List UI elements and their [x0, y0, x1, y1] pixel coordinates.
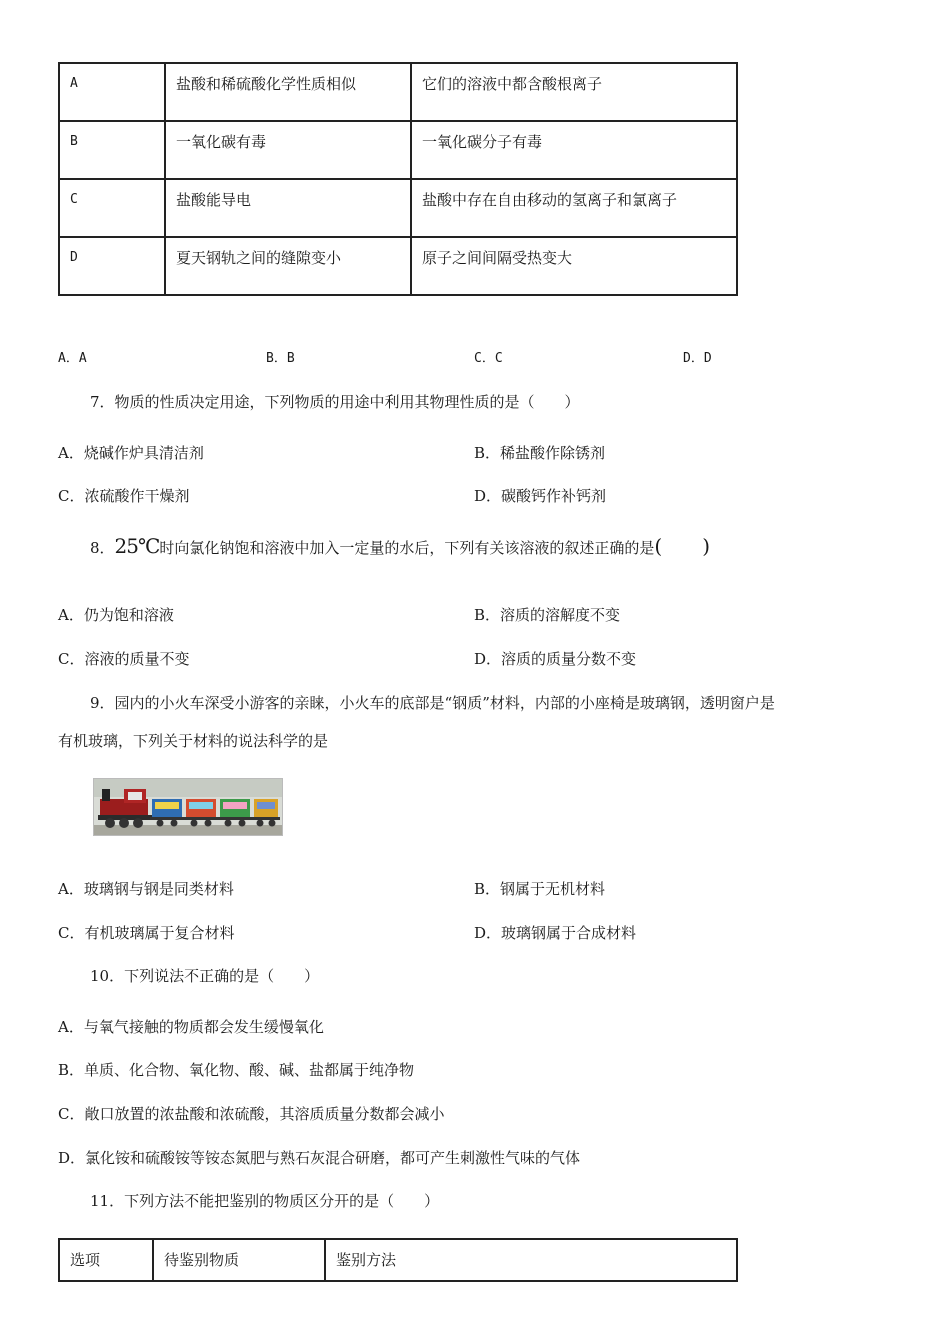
table-cell-fact: 盐酸能导电 [165, 179, 411, 237]
question-11-table [58, 1238, 738, 1282]
table-cell-explanation: 原子之间间隔受热变大 [411, 237, 737, 295]
header-option: 选项 [59, 1239, 153, 1281]
q8-option-d[interactable]: D．溶质的质量分数不变 [474, 650, 637, 668]
q7-option-d[interactable]: D．碳酸钙作补钙剂 [474, 487, 607, 505]
q10-option-a[interactable]: A．与氧气接触的物质都会发生缓慢氧化 [58, 1018, 324, 1036]
q7-option-b[interactable]: B．稀盐酸作除锈剂 [474, 444, 606, 462]
q8-option-c[interactable]: C．溶液的质量不变 [58, 650, 190, 668]
q8-stem-text: 时向氯化钠饱和溶液中加入一定量的水后，下列有关该溶液的叙述正确的是 [159, 539, 655, 557]
table-row [59, 237, 737, 295]
header-method: 鉴别方法 [325, 1239, 737, 1281]
q7-option-a[interactable]: A．烧碱作炉具清洁剂 [58, 444, 204, 462]
question-6-table [58, 62, 738, 296]
q6-option-b[interactable]: B．B [266, 351, 295, 366]
q11-stem: 11．下列方法不能把鉴别的物质区分开的是（ ） [90, 1192, 440, 1210]
q10-stem: 10．下列说法不正确的是（ ） [90, 967, 320, 985]
table-cell-key: D [59, 237, 165, 295]
table-row [59, 121, 737, 179]
q6-option-d[interactable]: D．D [683, 351, 712, 366]
table-row [59, 63, 737, 121]
table-cell-fact: 夏天钢轨之间的缝隙变小 [165, 237, 411, 295]
answer-paren: ( ) [654, 534, 710, 558]
table-cell-explanation: 盐酸中存在自由移动的氢离子和氯离子 [411, 179, 737, 237]
q7-option-c[interactable]: C．浓硫酸作干燥剂 [58, 487, 190, 505]
table-cell-key: C [59, 179, 165, 237]
q6-option-c[interactable]: C．C [474, 351, 503, 366]
q6-option-a[interactable]: A．A [58, 351, 87, 366]
q8-option-a[interactable]: A．仍为饱和溶液 [58, 606, 174, 624]
table-cell-key: A [59, 63, 165, 121]
q9-option-d[interactable]: D．玻璃钢属于合成材料 [474, 924, 637, 942]
q9-option-c[interactable]: C．有机玻璃属于复合材料 [58, 924, 235, 942]
q10-option-d[interactable]: D．氯化铵和硫酸铵等铵态氮肥与熟石灰混合研磨，都可产生刺激性气味的气体 [58, 1149, 581, 1167]
q7-stem: 7．物质的性质决定用途，下列物质的用途中利用其物理性质的是（ ） [90, 393, 580, 411]
train-illustration [94, 779, 282, 835]
table-row [59, 179, 737, 237]
table-cell-explanation: 一氧化碳分子有毒 [411, 121, 737, 179]
q10-option-b[interactable]: B．单质、化合物、氧化物、酸、碱、盐都属于纯净物 [58, 1061, 415, 1079]
q10-option-c[interactable]: C．敞口放置的浓盐酸和浓硫酸，其溶质质量分数都会减小 [58, 1105, 445, 1123]
train-image [93, 778, 283, 836]
q8-number: 8． [90, 539, 115, 557]
table-cell-fact: 盐酸和稀硫酸化学性质相似 [165, 63, 411, 121]
q9-stem-line2: 有机玻璃，下列关于材料的说法科学的是 [58, 732, 329, 750]
q8-option-b[interactable]: B．溶质的溶解度不变 [474, 606, 621, 624]
table-cell-explanation: 它们的溶液中都含酸根离子 [411, 63, 737, 121]
table-cell-fact: 一氧化碳有毒 [165, 121, 411, 179]
q8-stem [90, 536, 710, 558]
q9-option-a[interactable]: A．玻璃钢与钢是同类材料 [58, 880, 234, 898]
table-header-row [59, 1239, 737, 1281]
table-cell-key: B [59, 121, 165, 179]
temperature-label: 25℃ [114, 534, 160, 558]
q9-option-b[interactable]: B．钢属于无机材料 [474, 880, 606, 898]
header-substances: 待鉴别物质 [153, 1239, 325, 1281]
q9-stem-line1: 9．园内的小火车深受小游客的亲睐，小火车的底部是“钢质”材料，内部的小座椅是玻璃钢，透明窗户是 [90, 694, 775, 712]
